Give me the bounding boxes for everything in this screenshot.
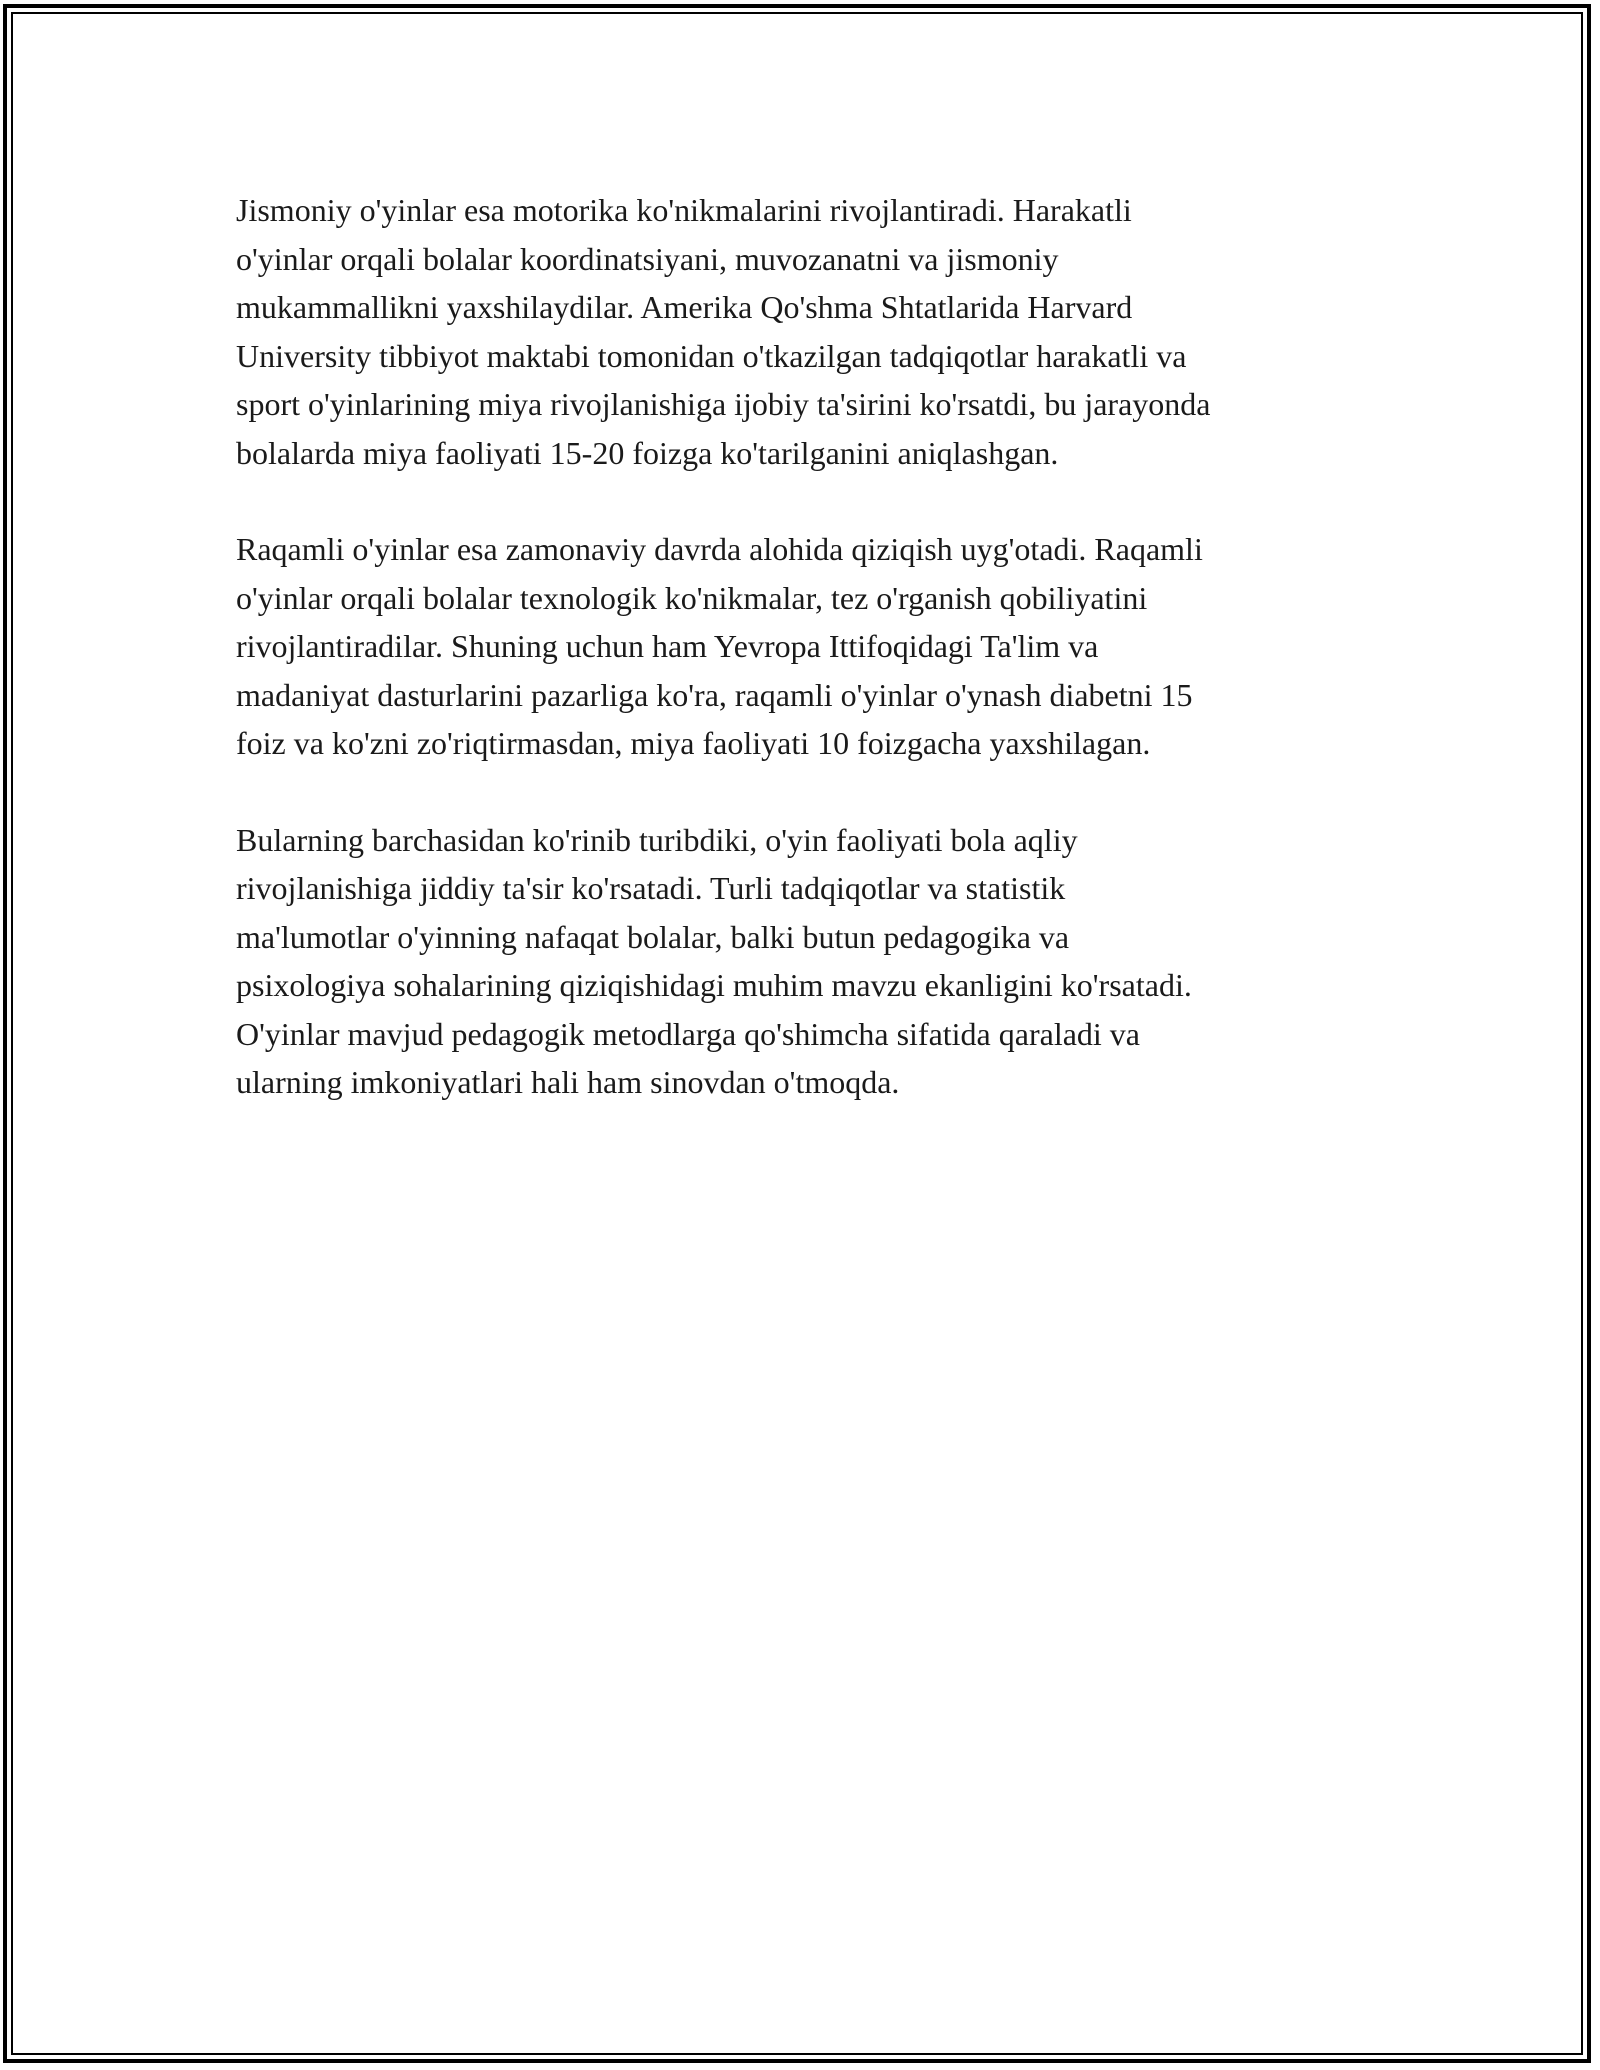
text-line: mukammallikni yaxshilaydilar. Amerika Qo'shma Shtatlarida Harvard xyxy=(236,289,1133,325)
text-line: ularning imkoniyatlari hali ham sinovdan o'tmoqda. xyxy=(236,1064,900,1100)
text-line: sport o'yinlarining miya rivojlanishiga ijobiy ta'sirini ko'rsatdi, bu jarayonda xyxy=(236,386,1211,422)
text-line: psixologiya sohalarining qiziqishidagi muhim mavzu ekanligini ko'rsatadi. xyxy=(236,967,1192,1003)
text-line: ma'lumotlar o'yinning nafaqat bolalar, balki butun pedagogika va xyxy=(236,918,1070,955)
text-line: foiz va ko'zni zo'riqtirmasdan, miya faoliyati 10 foizgacha yaxshilagan. xyxy=(236,725,1151,761)
text-line: o'yinlar orqali bolalar koordinatsiyani, muvozanatni va jismoniy xyxy=(236,240,1059,277)
text-line: rivojlanishiga jiddiy ta'sir ko'rsatadi. Turli tadqiqotlar va statistik xyxy=(236,870,1066,906)
text-line: bolalarda miya faoliyati 15-20 foizga ko'tarilganini aniqlashgan. xyxy=(236,434,1059,471)
text-line: Raqamli o'yinlar esa zamonaviy davrda alohida qiziqish uyg'otadi. Raqamli xyxy=(236,531,1203,567)
paragraph-physical-games xyxy=(236,186,1366,477)
text-line: rivojlantiradilar. Shuning uchun ham Yevropa Ittifoqidagi Ta'lim va xyxy=(236,628,1099,664)
text-line: madaniyat dasturlarini pazarliga ko'ra, raqamli o'yinlar o'ynash diabetni 15 xyxy=(236,676,1193,713)
paragraph-conclusion xyxy=(236,816,1366,1107)
text-line: O'yinlar mavjud pedagogik metodlarga qo'shimcha sifatida qaraladi va xyxy=(236,1015,1140,1052)
text-line: o'yinlar orqali bolalar texnologik ko'nikmalar, tez o'rganish qobiliyatini xyxy=(236,579,1148,616)
text-line: University tibbiyot maktabi tomonidan o'tkazilgan tadqiqotlar harakatli va xyxy=(236,337,1187,374)
document-body xyxy=(236,186,1366,1155)
paragraph-digital-games xyxy=(236,525,1366,768)
text-line: Bularning barchasidan ko'rinib turibdiki, o'yin faoliyati bola aqliy xyxy=(236,821,1078,858)
text-line: Jismoniy o'yinlar esa motorika ko'nikmalarini rivojlantiradi. Harakatli xyxy=(236,192,1132,228)
